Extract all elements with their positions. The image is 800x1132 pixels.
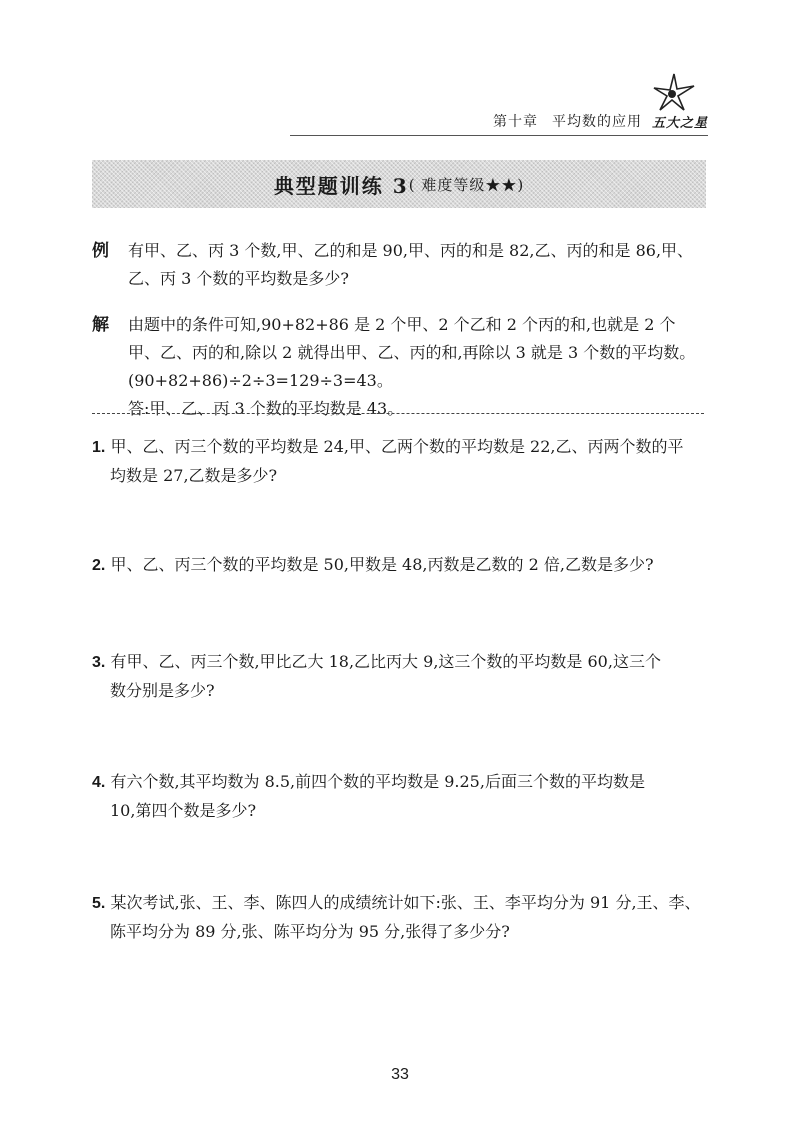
solution-line: 由题中的条件可知,90+82+86 是 2 个甲、2 个乙和 2 个丙的和,也就是 2 个 — [128, 315, 676, 334]
question-1 — [92, 433, 710, 490]
example-line: 乙、丙 3 个数的平均数是多少? — [128, 269, 349, 288]
question-text: 10,第四个数是多少? — [110, 801, 257, 820]
question-text: 甲、乙、丙三个数的平均数是 50,甲数是 48,丙数是乙数的 2 倍,乙数是多少? — [110, 555, 654, 574]
chapter-label: 第十章 — [492, 114, 538, 130]
page-header — [290, 108, 708, 136]
section-title-banner — [92, 160, 706, 208]
solution-tag: 解 — [92, 315, 109, 335]
solution-block — [92, 311, 710, 423]
question-number: 2. — [92, 557, 106, 574]
solution-answer: 答:甲、乙、丙 3 个数的平均数是 43。 — [128, 399, 404, 418]
question-text: 陈平均分为 89 分,张、陈平均分为 95 分,张得了多少分? — [110, 922, 510, 941]
question-4 — [92, 768, 710, 825]
question-number: 4. — [92, 774, 106, 791]
dashed-divider — [92, 413, 704, 414]
question-text: 某次考试,张、王、李、陈四人的成绩统计如下:张、王、李平均分为 91 分,王、李、 — [110, 893, 701, 912]
question-text: 有六个数,其平均数为 8.5,前四个数的平均数是 9.25,后面三个数的平均数是 — [110, 772, 645, 791]
question-text: 甲、乙、丙三个数的平均数是 24,甲、乙两个数的平均数是 22,乙、丙两个数的平 — [110, 437, 684, 456]
difficulty-label: ( 难度等级★★) — [408, 175, 525, 194]
example-block — [92, 237, 710, 293]
solution-line: 甲、乙、丙的和,除以 2 就得出甲、乙、丙的和,再除以 3 就是 3 个数的平均数。 — [128, 343, 696, 362]
question-number: 3. — [92, 654, 106, 671]
question-5 — [92, 889, 710, 946]
example-line: 有甲、乙、丙 3 个数,甲、乙的和是 90,甲、丙的和是 82,乙、丙的和是 86,甲、 — [128, 241, 694, 260]
solution-equation: (90+82+86)÷2÷3=129÷3=43。 — [128, 371, 393, 390]
question-text: 有甲、乙、丙三个数,甲比乙大 18,乙比丙大 9,这三个数的平均数是 60,这三个 — [110, 652, 661, 671]
section-title: 典型题训练 3 — [273, 173, 409, 198]
question-number: 5. — [92, 895, 106, 912]
brand-label: 五大之星 — [651, 116, 708, 131]
question-text: 数分别是多少? — [110, 681, 215, 700]
example-tag: 例 — [92, 241, 109, 261]
question-text: 均数是 27,乙数是多少? — [110, 466, 278, 485]
chapter-title: 平均数的应用 — [551, 114, 642, 130]
question-2 — [92, 551, 710, 580]
question-3 — [92, 648, 710, 705]
question-number: 1. — [92, 439, 106, 456]
star-logo-icon — [640, 72, 700, 112]
page-number: 33 — [391, 1066, 409, 1083]
